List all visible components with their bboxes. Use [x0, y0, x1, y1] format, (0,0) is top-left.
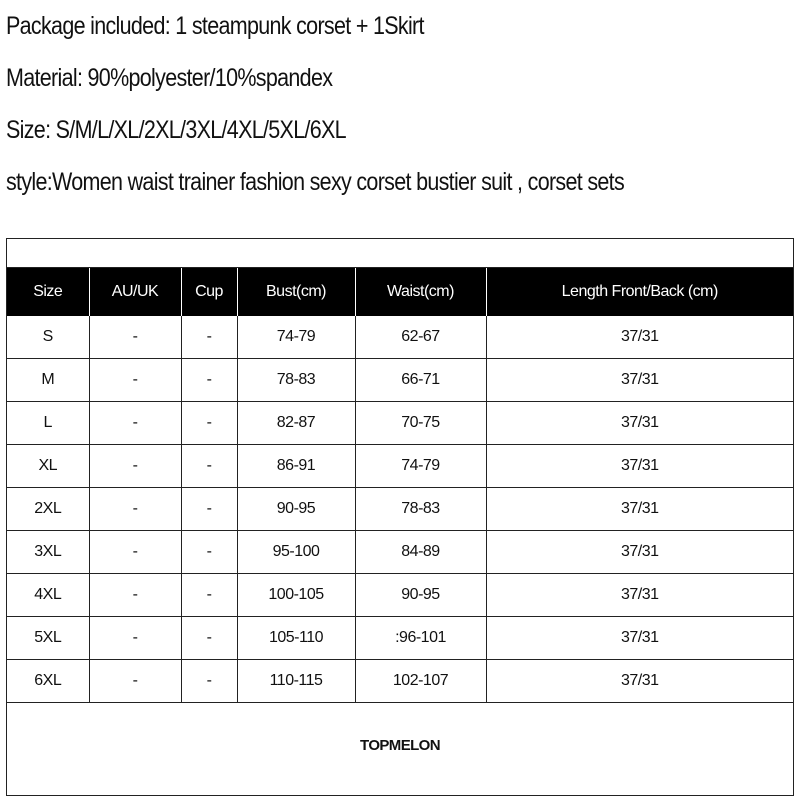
- cell-au-uk: -: [89, 616, 181, 659]
- cell-bust: 90-95: [237, 487, 355, 530]
- cell-bust: 110-115: [237, 659, 355, 702]
- size-table: [7, 268, 793, 703]
- package-included-line: Package included: 1 steampunk corset + 1Skirt: [6, 12, 424, 40]
- table-row: [7, 573, 793, 616]
- header-length: Length Front/Back (cm): [486, 268, 793, 316]
- cell-length: 37/31: [486, 487, 793, 530]
- cell-waist: 66-71: [355, 358, 486, 401]
- cell-length: 37/31: [486, 316, 793, 358]
- size-chart: [6, 238, 794, 796]
- cell-bust: 100-105: [237, 573, 355, 616]
- style-line: style:Women waist trainer fashion sexy corset bustier suit , corset sets: [6, 168, 625, 196]
- cell-waist: 70-75: [355, 401, 486, 444]
- cell-length: 37/31: [486, 659, 793, 702]
- cell-au-uk: -: [89, 487, 181, 530]
- cell-size: S: [7, 316, 89, 358]
- cell-bust: 95-100: [237, 530, 355, 573]
- cell-length: 37/31: [486, 444, 793, 487]
- cell-size: 4XL: [7, 573, 89, 616]
- table-header-row: [7, 268, 793, 316]
- cell-length: 37/31: [486, 530, 793, 573]
- table-row: [7, 316, 793, 358]
- cell-bust: 82-87: [237, 401, 355, 444]
- cell-au-uk: -: [89, 358, 181, 401]
- cell-waist: 90-95: [355, 573, 486, 616]
- cell-au-uk: -: [89, 659, 181, 702]
- table-row: [7, 358, 793, 401]
- cell-bust: 74-79: [237, 316, 355, 358]
- brand-footer: TOPMELON: [360, 737, 440, 754]
- table-row: [7, 444, 793, 487]
- table-row: [7, 401, 793, 444]
- cell-au-uk: -: [89, 573, 181, 616]
- cell-waist: 74-79: [355, 444, 486, 487]
- header-au-uk: AU/UK: [89, 268, 181, 316]
- material-line: Material: 90%polyester/10%spandex: [6, 64, 333, 92]
- cell-cup: -: [181, 401, 237, 444]
- cell-size: 3XL: [7, 530, 89, 573]
- product-info: [6, 0, 796, 208]
- cell-size: 6XL: [7, 659, 89, 702]
- size-list-line: Size: S/M/L/XL/2XL/3XL/4XL/5XL/6XL: [6, 116, 346, 144]
- header-size: Size: [7, 268, 89, 316]
- cell-bust: 105-110: [237, 616, 355, 659]
- cell-size: 5XL: [7, 616, 89, 659]
- cell-bust: 86-91: [237, 444, 355, 487]
- cell-au-uk: -: [89, 530, 181, 573]
- cell-waist: 78-83: [355, 487, 486, 530]
- cell-au-uk: -: [89, 401, 181, 444]
- header-bust: Bust(cm): [237, 268, 355, 316]
- cell-au-uk: -: [89, 444, 181, 487]
- table-row: [7, 530, 793, 573]
- cell-size: 2XL: [7, 487, 89, 530]
- cell-waist: 84-89: [355, 530, 486, 573]
- cell-size: L: [7, 401, 89, 444]
- header-waist: Waist(cm): [355, 268, 486, 316]
- size-chart-top-strip: [7, 239, 793, 268]
- cell-cup: -: [181, 316, 237, 358]
- cell-size: XL: [7, 444, 89, 487]
- cell-waist: 102-107: [355, 659, 486, 702]
- cell-length: 37/31: [486, 401, 793, 444]
- table-row: [7, 659, 793, 702]
- cell-waist: 62-67: [355, 316, 486, 358]
- cell-length: 37/31: [486, 573, 793, 616]
- cell-au-uk: -: [89, 316, 181, 358]
- cell-length: 37/31: [486, 358, 793, 401]
- cell-cup: -: [181, 616, 237, 659]
- cell-cup: -: [181, 487, 237, 530]
- cell-bust: 78-83: [237, 358, 355, 401]
- cell-cup: -: [181, 573, 237, 616]
- cell-cup: -: [181, 659, 237, 702]
- table-row: [7, 616, 793, 659]
- cell-length: 37/31: [486, 616, 793, 659]
- cell-waist: :96-101: [355, 616, 486, 659]
- cell-cup: -: [181, 530, 237, 573]
- cell-cup: -: [181, 444, 237, 487]
- cell-cup: -: [181, 358, 237, 401]
- table-row: [7, 487, 793, 530]
- cell-size: M: [7, 358, 89, 401]
- header-cup: Cup: [181, 268, 237, 316]
